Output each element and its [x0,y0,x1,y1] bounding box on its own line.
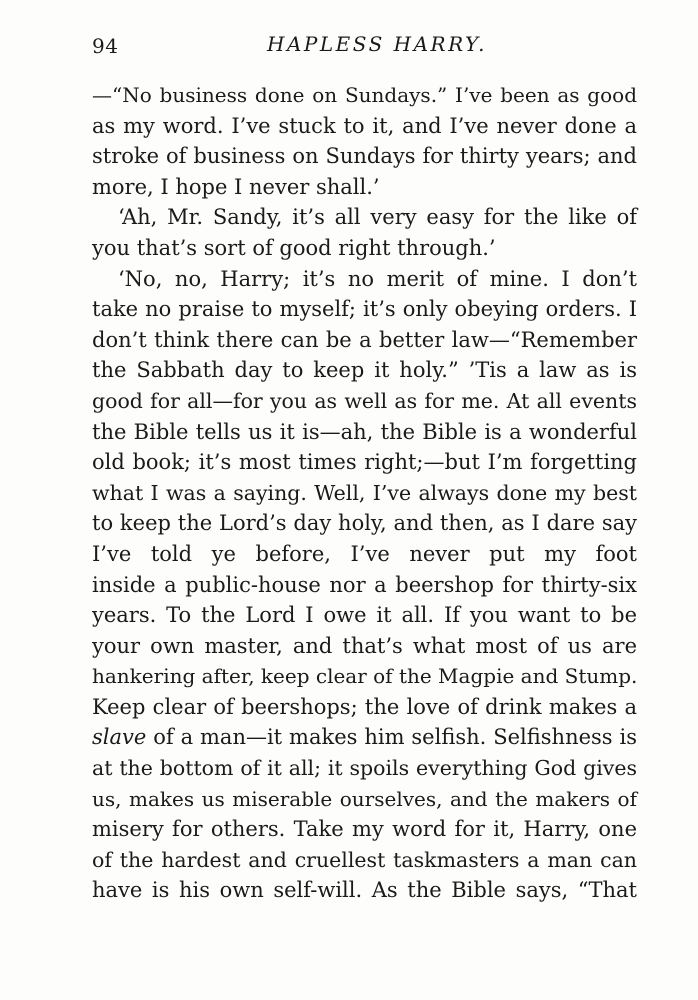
text-line: I’ve told ye before, I’ve never put my foot [92,541,637,566]
text-line: ‘Ah, Mr. Sandy, it’s all very easy for the like of [118,205,637,230]
text-line: inside a public-house nor a beershop for thirty-six [92,572,637,597]
text-line: more, I hope I never shall.’ [92,174,380,199]
text-line: don’t think there can be a better law—“Remember [92,327,637,352]
text-line: stroke of business on Sundays for thirty years; and [92,144,637,169]
text-line: ‘No, no, Harry; it’s no merit of mine. I don’t [118,266,637,291]
text-line: old book; it’s most times right;—but I’m forgetting [92,450,637,475]
text-line: at the bottom of it all; it spoils everything God gives [92,756,637,781]
text-line: —“No business done on Sundays.” I’ve been as good [92,83,637,107]
text-line: to keep the Lord’s day holy, and then, as I dare say [92,511,637,536]
text-line: what I was a saying. Well, I’ve always done my best [92,480,637,505]
text-line: you that’s sort of good right through.’ [92,235,496,260]
page-number: 94 [92,34,119,58]
emphasized-word: slave [92,725,147,750]
text-line [92,722,637,753]
text-line: good for all—for you as well as for me. At all events [92,388,637,413]
text-line: your own master, and that’s what most of us are [92,633,637,658]
text-line: Keep clear of beershops; the love of drink makes a [92,694,637,719]
text-line: years. To the Lord I owe it all. If you want to be [92,603,637,628]
text-line: have is his own self-will. As the Bible says, “That [92,878,637,903]
text-line: hankering after, keep clear of the Magpie and Stump. [92,664,638,689]
body-text [92,80,637,906]
text-line: take no praise to myself; it’s only obeying orders. I [92,297,637,322]
line-text-post: of a man—it makes him selfish. Selfishness is [146,725,637,750]
text-line: the Bible tells us it is—ah, the Bible is a wonderful [92,419,637,444]
text-line: of the hardest and cruellest taskmasters a man can [92,847,637,872]
text-line: the Sabbath day to keep it holy.” ’Tis a law as is [92,358,637,383]
text-line: us, makes us miserable ourselves, and the makers of [92,786,637,811]
text-line: as my word. I’ve stuck to it, and I’ve never done a [92,113,637,138]
text-line: misery for others. Take my word for it, Harry, one [92,817,637,842]
running-title: HAPLESS HARRY. [267,32,487,56]
running-head [92,30,637,62]
